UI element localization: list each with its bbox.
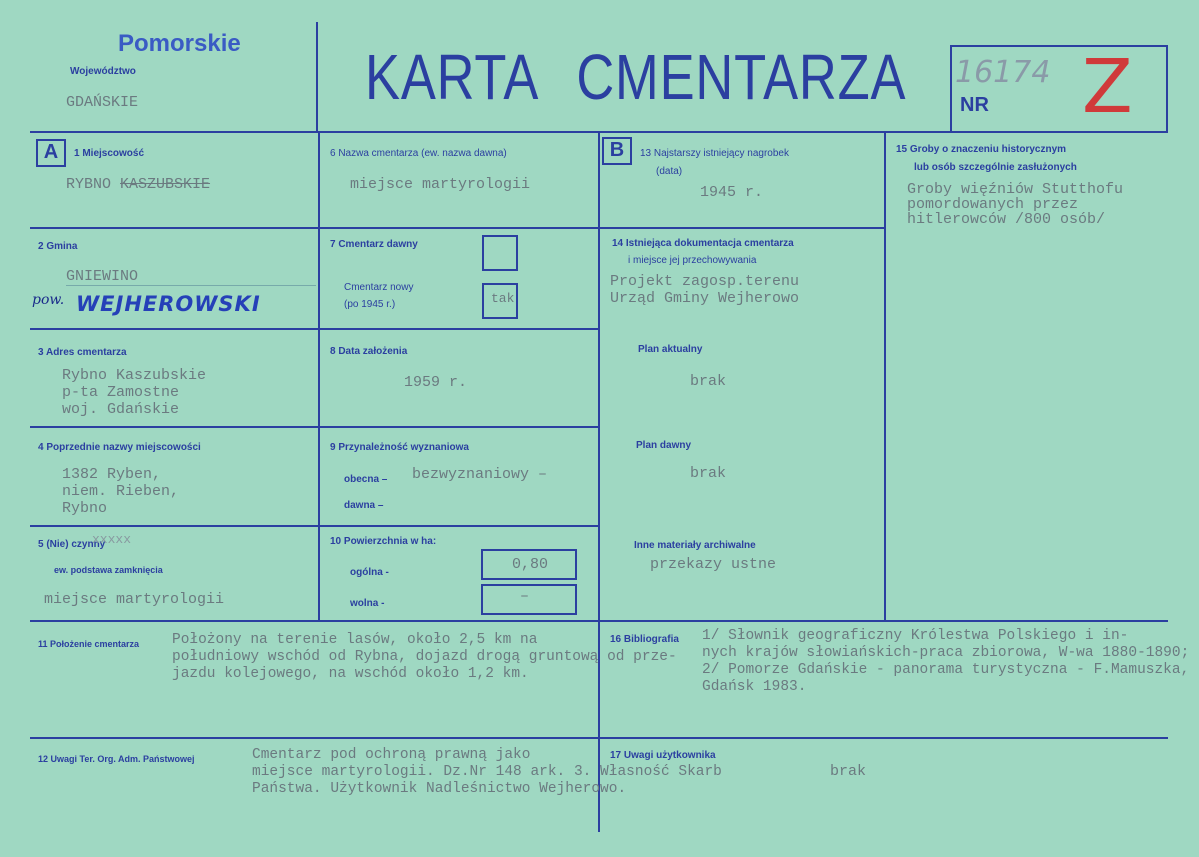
f3-value: Rybno Kaszubskie p-ta Zamostne woj. Gdańskie	[62, 367, 207, 418]
f4-label: 4 Poprzednie nazwy miejscowości	[38, 442, 201, 453]
f10-free-label: wolna -	[350, 598, 385, 609]
f10-free-value: –	[520, 588, 530, 605]
province-typed: GDAŃSKIE	[66, 94, 139, 111]
f12-value: Cmentarz pod ochroną prawną jako miejsce martyrologii. Dz.Nr 148 ark. 3. Własność Skarb Państwa. Użytkownik Nadleśnictwo Wejherowo.	[252, 747, 722, 797]
section-a-badge: A	[36, 139, 66, 167]
col-divider-1	[318, 132, 320, 620]
f2-pow-value: WEJHEROWSKI	[76, 292, 261, 316]
f15-label: 15 Groby o znaczeniu historycznym	[896, 144, 1067, 155]
header-divider	[316, 22, 318, 132]
f13-label: 13 Najstarszy istniejący nagrobek	[640, 148, 789, 159]
f2-underline	[66, 285, 316, 286]
f6-label: 6 Nazwa cmentarza (ew. nazwa dawna)	[330, 148, 507, 159]
f11-value: Położony na terenie lasów, około 2,5 km na południowy wschód od Rybna, dojazd drogą gruntową od prze- jazdu kolejowego, na wschód około 1,2 km.	[172, 632, 677, 682]
row-rule-3	[30, 426, 600, 428]
f7-old-checkbox[interactable]	[482, 235, 518, 271]
col-divider-2	[598, 132, 600, 832]
card-title: KARTA CMENTARZA	[365, 41, 907, 113]
f11-label: 11 Położenie cmentarza	[38, 639, 140, 649]
f4-value: 1382 Ryben, niem. Rieben, Rybno	[62, 466, 180, 517]
f5-sublabel: ew. podstawa zamknięcia	[54, 565, 163, 575]
row-rule-2	[30, 328, 600, 330]
f8-value: 1959 r.	[404, 374, 468, 391]
f7-label: 7 Cmentarz dawny	[330, 239, 418, 250]
row-rule-1	[30, 227, 886, 229]
f15-sub: lub osób szczególnie zasłużonych	[914, 162, 1077, 173]
other-value: przekazy ustne	[650, 556, 777, 573]
f14-label: 14 Istniejąca dokumentacja cmentarza	[612, 238, 794, 249]
f8-label: 8 Data założenia	[330, 346, 408, 357]
f1-value	[66, 176, 210, 193]
f2-pow-prefix: pow.	[32, 292, 65, 308]
f9-label: 9 Przynależność wyznaniowa	[330, 442, 469, 453]
f16-label: 16 Bibliografia	[610, 634, 679, 645]
f1-value-struck: KASZUBSKIE	[120, 176, 211, 193]
f1-label: 1 Miejscowość	[74, 148, 145, 159]
nr-handwritten: 16174	[955, 55, 1051, 90]
f14-sub: i miejsce jej przechowywania	[628, 255, 757, 266]
f16-value: 1/ Słownik geograficzny Królestwa Polskiego i in- nych krajów słowiańskich-praca zbiorowa, W-wa 1880-1890; 2/ Pomorze Gdańskie - panorama turystyczna - F.Mamuszka, Gdańsk 1983.	[702, 628, 1190, 695]
f9-current-label: obecna –	[344, 474, 388, 485]
row-rule-5	[30, 620, 1168, 622]
f10-total-label: ogólna -	[350, 567, 389, 578]
nr-label: NR	[960, 94, 989, 116]
f13-value: 1945 r.	[700, 184, 764, 201]
f17-label: 17 Uwagi użytkownika	[610, 750, 716, 761]
plan-former-label: Plan dawny	[636, 440, 692, 451]
col-divider-3	[884, 132, 886, 620]
f7-new-value: tak	[491, 291, 515, 306]
plan-former-value: brak	[690, 465, 727, 482]
f7-new-sub: (po 1945 r.)	[344, 299, 396, 310]
f1-value-plain: RYBNO	[66, 176, 121, 193]
f10-total-value: 0,80	[512, 556, 549, 573]
other-label: Inne materiały archiwalne	[634, 540, 756, 551]
section-b-badge: B	[602, 137, 632, 165]
f5-strikeout: xxxxx	[92, 532, 132, 547]
f12-label: 12 Uwagi Ter. Org. Adm. Państwowej	[38, 754, 195, 764]
plan-current-label: Plan aktualny	[638, 344, 703, 355]
f9-current-value: bezwyznaniowy –	[412, 466, 548, 483]
f2-value: GNIEWINO	[66, 268, 139, 285]
f3-label: 3 Adres cmentarza	[38, 347, 127, 358]
f15-value: Groby więźniów Stutthofu pomordowanych przez hitlerowców /800 osób/	[907, 181, 1124, 228]
province-handwritten: Pomorskie	[118, 30, 241, 57]
f5-value: miejsce martyrologii	[44, 591, 225, 608]
f2-label: 2 Gmina	[38, 241, 78, 252]
f6-value: miejsce martyrologii	[350, 176, 531, 193]
f5-label: 5 (Nie) czynny	[38, 539, 106, 550]
category-mark: Z	[1082, 44, 1133, 130]
province-label: Województwo	[70, 66, 136, 77]
plan-current-value: brak	[690, 373, 727, 390]
f17-value: brak	[830, 763, 867, 780]
row-rule-6	[30, 737, 1168, 739]
f7-new-label: Cmentarz nowy	[344, 282, 414, 293]
f14-value: Projekt zagosp.terenu Urząd Gminy Wejherowo	[610, 273, 800, 307]
row-rule-4	[30, 525, 600, 527]
f9-former-label: dawna –	[344, 500, 384, 511]
f10-label: 10 Powierzchnia w ha:	[330, 536, 437, 547]
f13-sub: (data)	[656, 166, 683, 177]
